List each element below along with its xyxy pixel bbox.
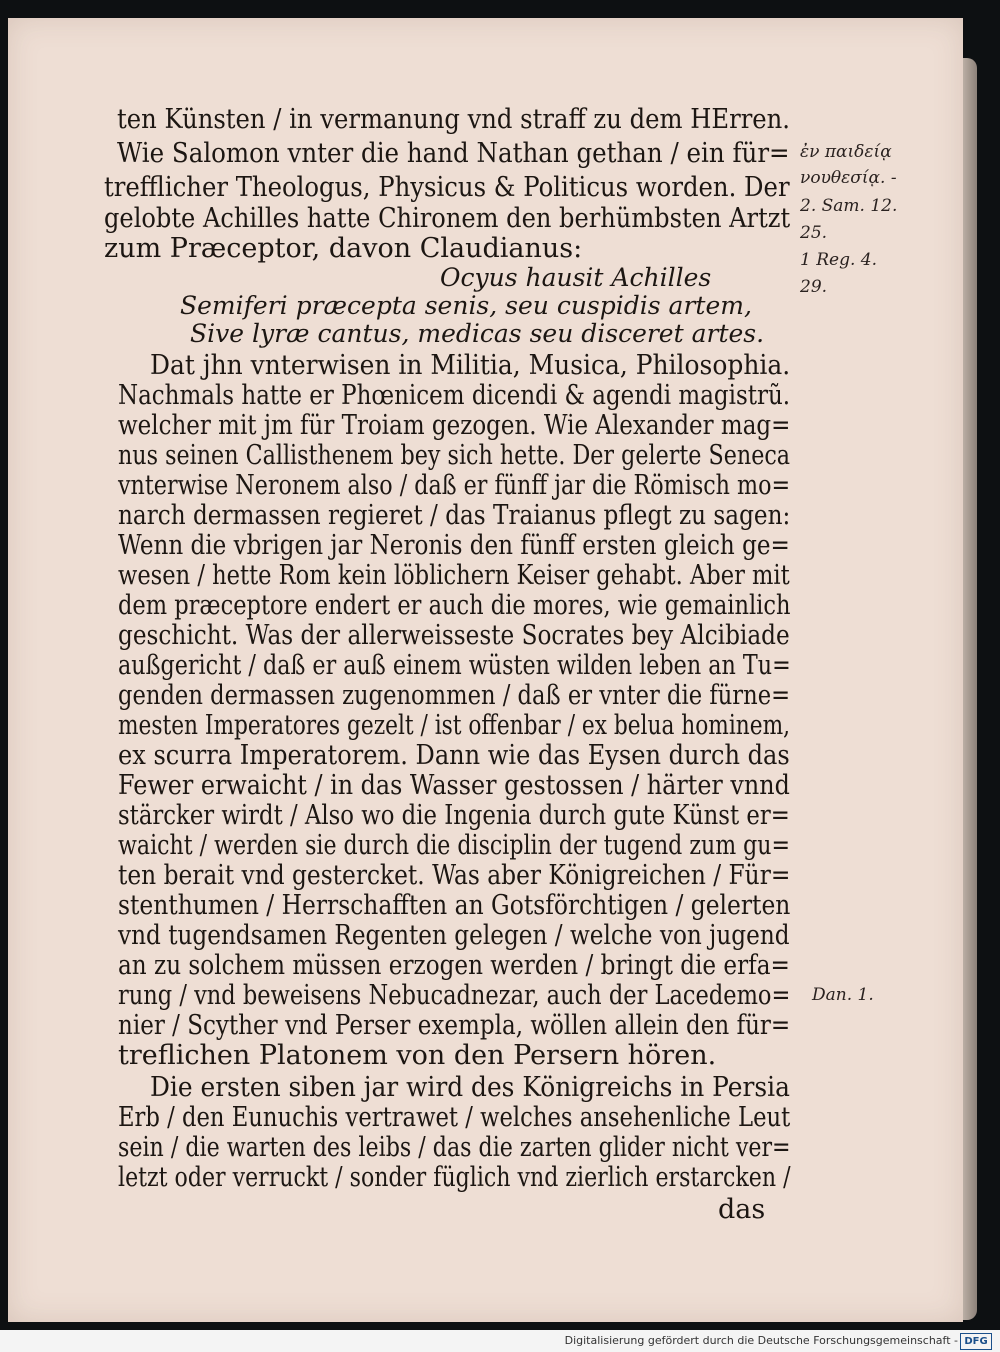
text-line: geschicht. Was der allerweisseste Socrates bey Alcibiade — [118, 620, 790, 651]
text-line: treflichen Platonem von den Persern hören. — [118, 1040, 717, 1071]
margin-note: ἐν παιδείᾳ — [800, 142, 892, 162]
dfg-logo-icon: DFG — [960, 1333, 992, 1350]
text-line: waicht / werden sie durch die disciplin der tugend zum gu= — [118, 830, 791, 861]
verse-line: Semiferi præcepta senis, seu cuspidis artem, — [180, 291, 752, 320]
margin-note: 29. — [800, 277, 828, 297]
text-line: Fewer erwaicht / in das Wasser gestossen / härter vnnd — [118, 770, 790, 801]
margin-note: νουθεσίᾳ. - — [800, 168, 897, 188]
text-line: wesen / hette Rom kein löblichern Keiser gehabt. Aber mit — [118, 560, 790, 591]
footer-bar — [0, 1330, 1000, 1352]
text-line: an zu solchem müssen erzogen werden / bringt die erfa= — [118, 950, 790, 981]
text-line: Wenn die vbrigen jar Neronis den fünff ersten gleich ge= — [118, 530, 790, 561]
text-line: mesten Imperatores gezelt / ist offenbar / ex belua hominem, — [118, 710, 791, 741]
text-line: ten berait vnd gestercket. Was aber Königreichen / Für= — [118, 860, 791, 891]
margin-note: 1 Reg. 4. — [800, 250, 877, 270]
text-line: ten Künsten / in vermanung vnd straff zu dem HErren. — [117, 104, 791, 135]
text-line: vnterwise Neronem also / daß er fünff jar die Römisch mo= — [118, 470, 791, 501]
margin-note: 2. Sam. 12. — [800, 196, 898, 216]
text-line: vnd tugendsamen Regenten gelegen / welche von jugend — [118, 920, 790, 951]
verse-line: Ocyus hausit Achilles — [440, 263, 712, 292]
text-line: nus seinen Callisthenem bey sich hette. Der gelerte Seneca — [118, 440, 791, 471]
text-line: ex scurra Imperatorem. Dann wie das Eysen durch das — [118, 740, 790, 771]
text-line: narch dermassen regieret / das Traianus pflegt zu sagen: — [118, 500, 791, 531]
text-line: Die ersten siben jar wird des Königreichs in Persia — [150, 1072, 790, 1103]
text-line: stärcker wirdt / Also wo die Ingenia durch gute Künst er= — [118, 800, 790, 831]
text-line: welcher mit jm für Troiam gezogen. Wie Alexander mag= — [118, 410, 791, 441]
text-line: trefflicher Theologus, Physicus & Politicus worden. Der — [104, 172, 790, 203]
text-line: dem præceptore endert er auch die mores, wie gemainlich — [118, 590, 791, 621]
footer-credit: Digitalisierung gefördert durch die Deutsche Forschungsgemeinschaft - — [564, 1334, 958, 1347]
margin-note: 25. — [800, 223, 828, 243]
text-line: außgericht / daß er auß einem wüsten wilden leben an Tu= — [118, 650, 791, 681]
margin-note: Dan. 1. — [812, 985, 874, 1005]
text-line: Erb / den Eunuchis vertrawet / welches ansehenliche Leut — [118, 1102, 791, 1133]
text-line: letzt oder verruckt / sonder füglich vnd zierlich erstarcken / — [118, 1162, 791, 1193]
verse-line: Sive lyræ cantus, medicas seu disceret artes. — [190, 319, 765, 348]
text-line: Nachmals hatte er Phœnicem dicendi & agendi magistrũ. — [118, 380, 791, 411]
text-line: sein / die warten des leibs / das die zarten glider nicht ver= — [118, 1132, 791, 1163]
text-line: Dat jhn vnterwisen in Militia, Musica, Philosophia. — [150, 350, 791, 381]
text-line: rung / vnd beweisens Nebucadnezar, auch der Lacedemo= — [118, 980, 791, 1011]
text-line: Wie Salomon vnter die hand Nathan gethan / ein für= — [117, 138, 790, 169]
catchword: das — [718, 1194, 766, 1225]
text-line: zum Præceptor, davon Claudianus: — [104, 233, 583, 264]
text-line: nier / Scyther vnd Perser exempla, wöllen allein den für= — [118, 1010, 791, 1041]
text-line: genden dermassen zugenommen / daß er vnter die fürne= — [118, 680, 791, 711]
text-line: gelobte Achilles hatte Chironem den berhümbsten Artzt — [104, 203, 791, 234]
text-line: stenthumen / Herrschafften an Gotsförchtigen / gelerten — [118, 890, 791, 921]
